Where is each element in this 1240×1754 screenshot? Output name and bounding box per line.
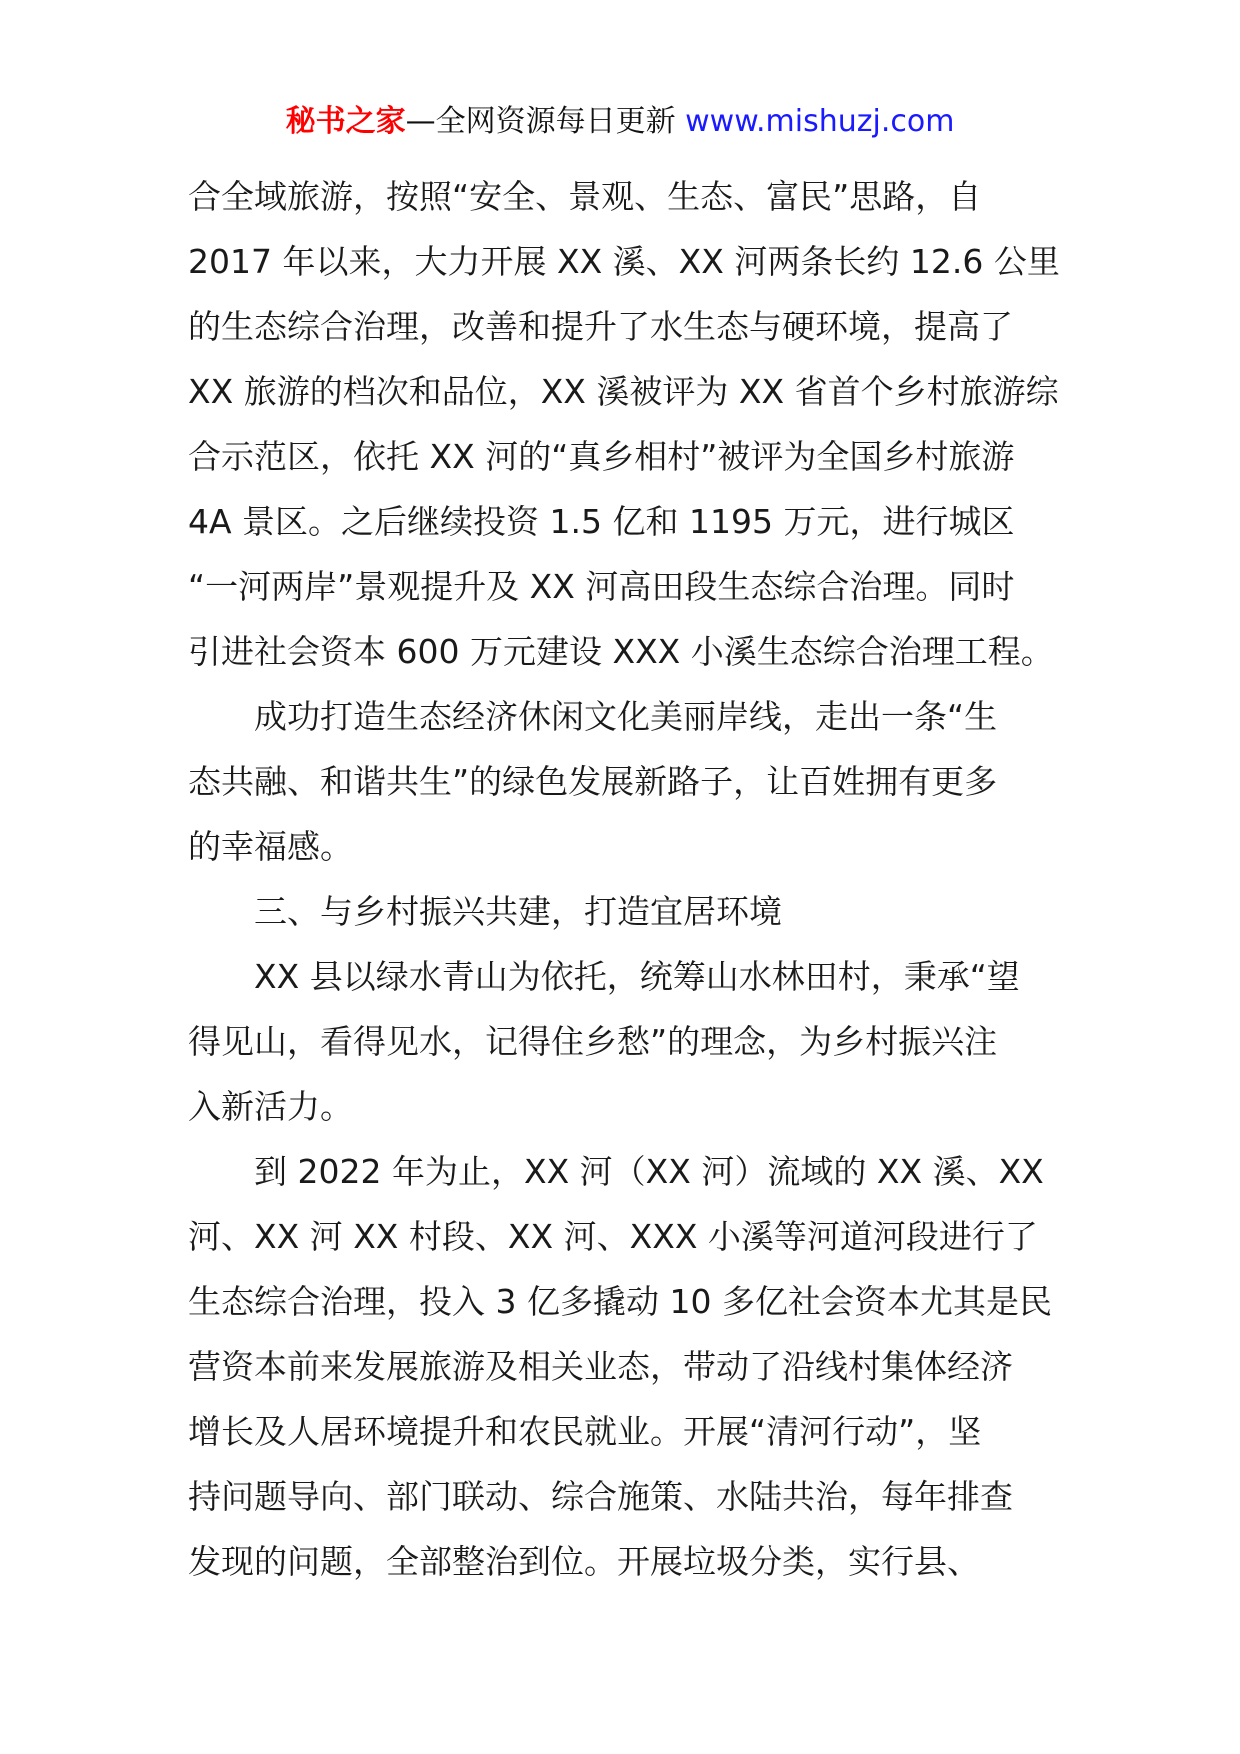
text-line: XX 旅游的档次和品位，XX 溪被评为 XX 省首个乡村旅游综 bbox=[188, 372, 1059, 411]
document-body bbox=[188, 164, 1058, 1594]
page-header bbox=[0, 100, 1240, 144]
text-line: 营资本前来发展旅游及相关业态，带动了沿线村集体经济 bbox=[188, 1347, 1013, 1386]
text-line: 持问题导向、部门联动、综合施策、水陆共治，每年排查 bbox=[188, 1477, 1013, 1516]
text-line: 2017 年以来，大力开展 XX 溪、XX 河两条长约 12.6 公里 bbox=[188, 242, 1060, 281]
text-line: 成功打造生态经济休闲文化美丽岸线，走出一条“生 bbox=[254, 697, 998, 736]
text-line: 态共融、和谐共生”的绿色发展新路子，让百姓拥有更多 bbox=[188, 762, 998, 801]
site-url-link[interactable]: www.mishuzj.com bbox=[685, 104, 955, 139]
text-line: 的幸福感。 bbox=[188, 827, 353, 866]
text-line: 入新活力。 bbox=[188, 1087, 353, 1126]
text-line: 4A 景区。之后继续投资 1.5 亿和 1195 万元，进行城区 bbox=[188, 502, 1015, 541]
text-line: 增长及人居环境提升和农民就业。开展“清河行动”，坚 bbox=[188, 1412, 982, 1451]
text-line: 得见山，看得见水，记得住乡愁”的理念，为乡村振兴注 bbox=[188, 1022, 998, 1061]
text-line: “一河两岸”景观提升及 XX 河高田段生态综合治理。同时 bbox=[188, 567, 1015, 606]
text-line: 引进社会资本 600 万元建设 XXX 小溪生态综合治理工程。 bbox=[188, 632, 1054, 671]
text-line: XX 县以绿水青山为依托，统筹山水林田村，秉承“望 bbox=[254, 957, 1020, 996]
header-slogan: —全网资源每日更新 bbox=[405, 104, 676, 139]
text-line: 合示范区，依托 XX 河的“真乡相村”被评为全国乡村旅游 bbox=[188, 437, 1015, 476]
text-line: 发现的问题，全部整治到位。开展垃圾分类，实行县、 bbox=[188, 1542, 980, 1581]
text-line: 到 2022 年为止，XX 河（XX 河）流域的 XX 溪、XX bbox=[254, 1152, 1044, 1191]
text-line: 三、与乡村振兴共建，打造宜居环境 bbox=[254, 892, 782, 931]
text-line: 合全域旅游，按照“安全、景观、生态、富民”思路，自 bbox=[188, 177, 982, 216]
brand-name: 秘书之家 bbox=[285, 104, 406, 139]
text-line: 生态综合治理，投入 3 亿多撬动 10 多亿社会资本尤其是民 bbox=[188, 1282, 1052, 1321]
text-line: 的生态综合治理，改善和提升了水生态与硬环境，提高了 bbox=[188, 307, 1013, 346]
text-line: 河、XX 河 XX 村段、XX 河、XXX 小溪等河道河段进行了 bbox=[188, 1217, 1038, 1256]
